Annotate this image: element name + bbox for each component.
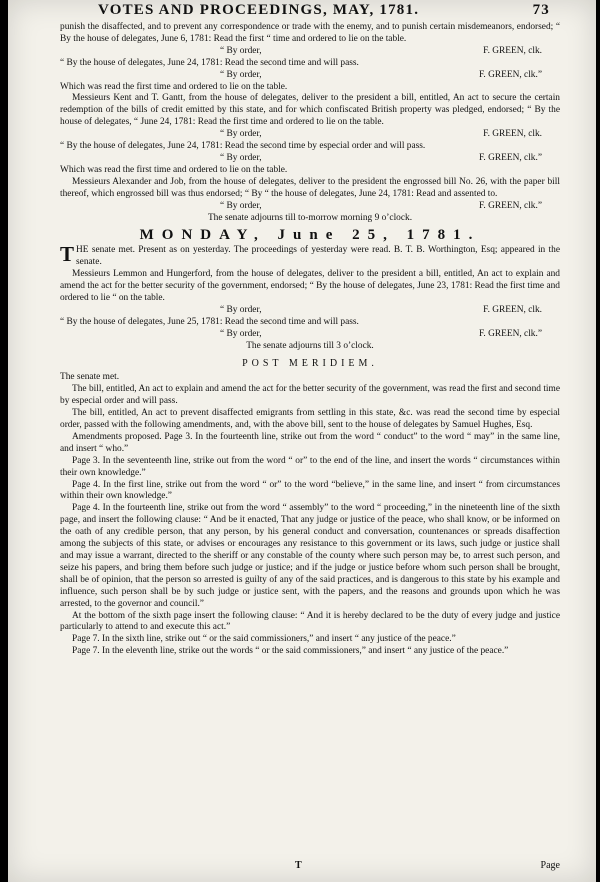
signature-line	[60, 46, 560, 58]
clerk-signature: F. GREEN, clk.”	[478, 69, 542, 80]
drop-cap: T	[60, 242, 75, 267]
clerk-signature: F. GREEN, clk.”	[478, 328, 542, 339]
paragraph: Amendments proposed. Page 3. In the fourteenth line, strike out from the word “ conduct” to the word “ may” in the same line, and insert “ who.”	[60, 431, 560, 454]
clerk-signature: F. GREEN, clk.	[483, 129, 542, 140]
paragraph: The senate met.	[60, 372, 120, 383]
paragraph: Messieurs Alexander and Job, from the house of delegates, deliver to the president the engrossed bill No. 26, with the paper bill thereof, which engrossed bill was thus endorsed; “ By “ the house of delegates, June 24, 1781: Read and assented to.	[60, 176, 560, 199]
signature-mark: T	[295, 860, 302, 871]
section-heading: POST MERIDIEM.	[242, 358, 378, 370]
by-order: “ By order,	[220, 129, 262, 140]
by-order: “ By order,	[220, 152, 262, 163]
clerk-signature: F. GREEN, clk.”	[478, 152, 542, 163]
paragraph: The bill, entitled, An act to prevent disaffected emigrants from settling in this state, &c. was read the second time by especial order, passed with the following amendments, and, with the above bill, sent to the house of delegates by Samuel Hughes, Esq.	[60, 408, 560, 430]
paragraph: Which was read the first time and ordered to lie on the table.	[60, 164, 288, 175]
paragraph: Messieurs Lemmon and Hungerford, from the house of delegates, deliver to the president a bill, entitled, An act to explain and amend the act for the better security of the government, endorsed; “ By the house of delegates, June 23, 1781: Read the first time and ordered to lie “ on the table.	[60, 269, 560, 303]
opening-text: HE senate met. Present as on yesterday. The proceedings of yesterday were read. B. T. B. Worthington, Esq; appeared in the senate.	[76, 245, 560, 268]
paragraph: “ By the house of delegates, June 24, 1781: Read the second time by especial order and will pass.	[60, 141, 426, 152]
paragraph: Page 7. In the sixth line, strike out “ or the said commissioners,” and insert “ any justice of the peace.”	[72, 634, 456, 645]
paragraph: “ By the house of delegates, June 25, 1781: Read the second time and will pass.	[60, 316, 359, 327]
signature-line	[60, 201, 560, 213]
running-header	[98, 2, 550, 24]
signature-line	[60, 153, 560, 165]
paragraph: “ By the house of delegates, June 24, 1781: Read the second time and will pass.	[60, 57, 359, 68]
page-footer	[60, 860, 560, 876]
paragraph: Page 4. In the first line, strike out from the word “ or” to the word “believe,” in the same line, and insert “ from circumstances within their own knowledge.”	[60, 479, 560, 502]
page-header-title: VOTES AND PROCEEDINGS, MAY, 1781.	[98, 2, 420, 18]
clerk-signature: F. GREEN, clk.	[483, 304, 542, 315]
signature-line	[60, 129, 560, 141]
adjournment-note: The senate adjourns till 3 o’clock.	[246, 340, 374, 351]
by-order: “ By order,	[220, 328, 262, 339]
paragraph: At the bottom of the sixth page insert the following clause: “ And it is hereby declared to be the duty of every judge and justice particularly to attend to and execute this act.”	[60, 610, 560, 633]
signature-line	[60, 70, 560, 82]
catchword: Page	[540, 860, 560, 871]
by-order: “ By order,	[220, 200, 262, 211]
signature-line	[60, 305, 560, 317]
day-heading: MONDAY, June 25, 1781.	[139, 227, 481, 244]
paragraph: Page 7. In the eleventh line, strike out the words “ or the said commissioners,” and insert “ any justice of the peace.”	[72, 646, 509, 657]
by-order: “ By order,	[220, 304, 262, 315]
by-order: “ By order,	[220, 45, 262, 56]
paragraph: The bill, entitled, An act to explain and amend the act for the better security of the government, was read the first and second time by especial order and will pass.	[60, 384, 560, 407]
page-number: 73	[532, 2, 550, 18]
paragraph: Page 3. In the seventeenth line, strike out from the word “ or” to the end of the line, and insert the words “ circumstances within their own knowledge.”	[60, 455, 560, 478]
document-page	[8, 0, 596, 882]
body-text	[60, 22, 560, 658]
paragraph: Messieurs Kent and T. Gantt, from the house of delegates, deliver to the president a bill, entitled, An act to secure the certain redemption of the bills of credit emitted by this state, and for which confiscated British property was pledged, endorsed; “ By the house of delegates, “ June 24, 1781: Read the first time and ordered to lie on the table.	[60, 93, 560, 128]
signature-line	[60, 329, 560, 341]
clerk-signature: F. GREEN, clk.	[483, 45, 542, 56]
by-order: “ By order,	[220, 69, 262, 80]
paragraph: Which was read the first time and ordered to lie on the table.	[60, 81, 288, 92]
clerk-signature: F. GREEN, clk.”	[478, 200, 542, 211]
paragraph: Page 4. In the fourteenth line, strike out from the word “ assembly” to the word “ proceeding,” in the nineteenth line of the sixth page, and insert the following clause: “ And be it enacted, That any judge or justice of the peace, who shall know, or be informed on the oath of any credible person, that any person, by his general conduct and conversation, countenances or spreads disaffection among the subjects of this state, or advises or encourages any resistance to this government or its laws, such judge or justice shall and may issue a warrant, directed to the sheriff or any constable of the county where such person may be, to arrest such person, and seize his papers, and bring them before such judge or justice; and if the judge or justice before whom such person shall be brought, shall be of opinion, that the person so arrested is guilty of any of the said practices, and is dangerous to this state by his example and influence, such person shall be by such judge or justice sent, with the papers, and the reasons and grounds upon which he was arrested, to the governor and council.”	[60, 503, 560, 609]
paragraph: punish the disaffected, and to prevent any correspondence or trade with the enemy, and to punish certain misdemeanors, endorsed; “ By the house of delegates, June 6, 1781: Read the first “ time and ordered to lie on the table.	[60, 22, 560, 44]
paragraph	[60, 242, 560, 269]
adjournment-note: The senate adjourns till to-morrow morning 9 o’clock.	[207, 212, 413, 223]
